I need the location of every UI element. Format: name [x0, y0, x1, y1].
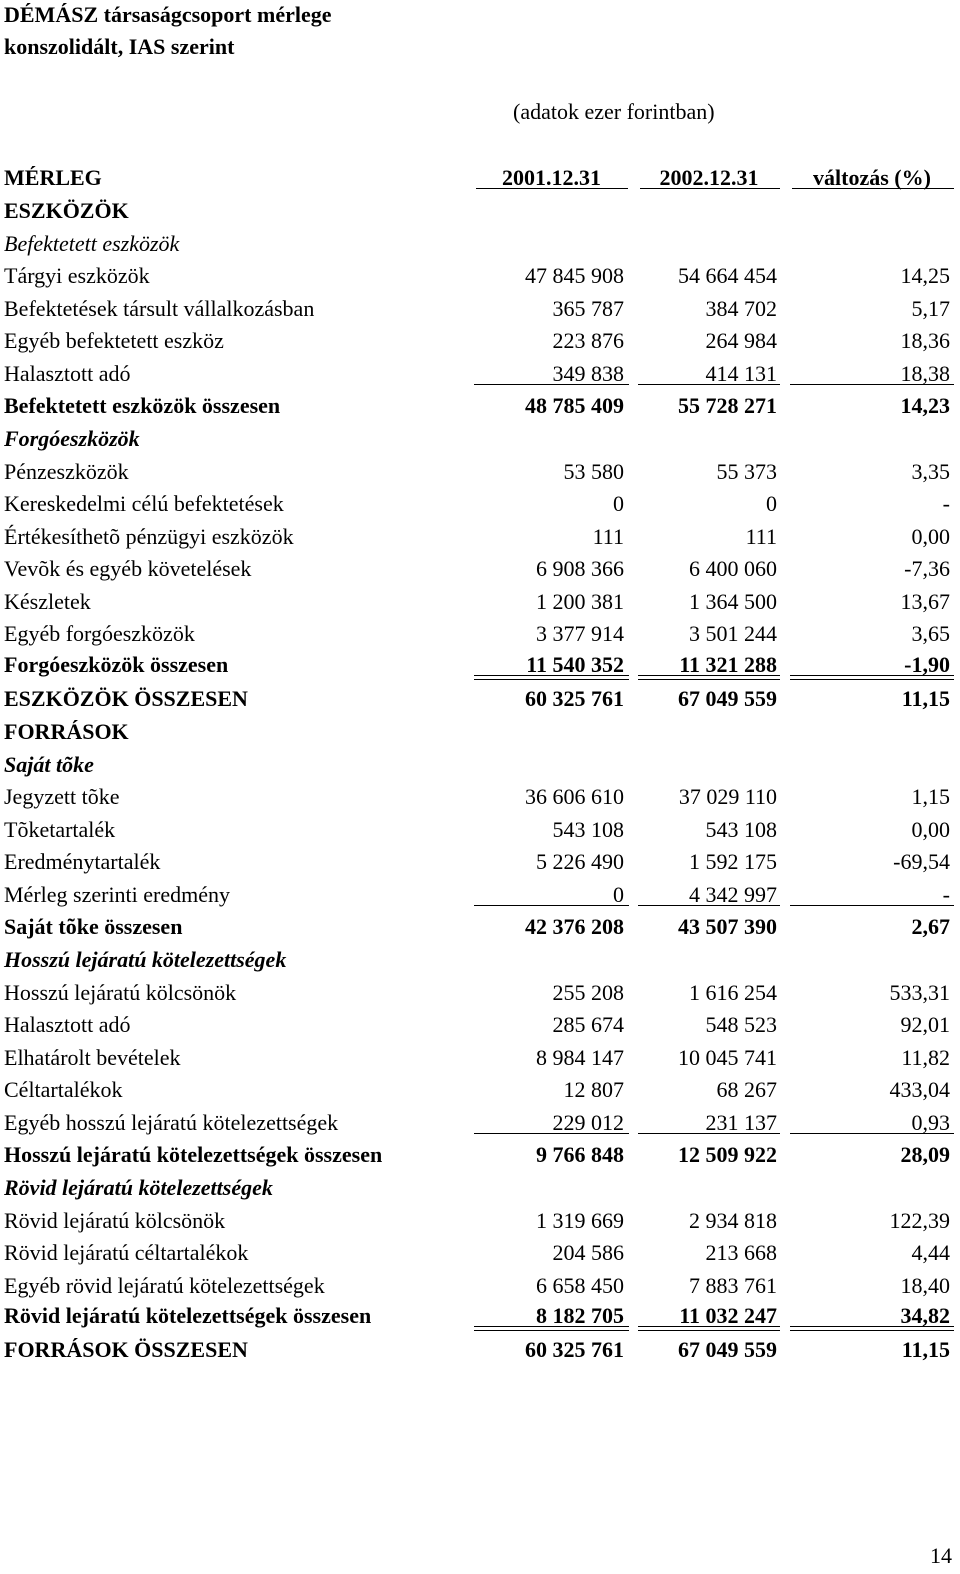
- value-change: 92,01: [900, 1012, 950, 1037]
- total-double-underline-top: [474, 1326, 629, 1327]
- value-change: 0,00: [911, 524, 950, 549]
- value-change: -1,90: [904, 652, 950, 677]
- table-row: [0, 1075, 960, 1108]
- table-row: [0, 326, 960, 359]
- table-row: [0, 945, 960, 978]
- subtotal-underline: [638, 384, 780, 385]
- row-label: Hosszú lejáratú kötelezettségek összesen: [4, 1142, 383, 1167]
- row-label: Egyéb befektetett eszköz: [4, 328, 224, 353]
- value-change: 2,67: [911, 914, 950, 939]
- value-2001: 1 319 669: [536, 1208, 624, 1233]
- table-row: [0, 359, 960, 392]
- value-change: 3,35: [911, 459, 950, 484]
- value-2002: 543 108: [705, 817, 777, 842]
- total-double-underline-top: [790, 675, 954, 676]
- subtotal-underline: [790, 1133, 954, 1134]
- subtotal-underline: [790, 384, 954, 385]
- row-label: Rövid lejáratú kötelezettségek összesen: [4, 1303, 372, 1328]
- value-2002: 264 984: [705, 328, 777, 353]
- table-row: [0, 1010, 960, 1043]
- value-2002: 67 049 559: [678, 1337, 777, 1362]
- total-double-underline-bottom: [474, 1330, 629, 1331]
- row-label: Értékesíthetõ pénzügyi eszközök: [4, 524, 294, 549]
- row-label: Jegyzett tõke: [4, 784, 120, 809]
- row-label: Befektetések társult vállalkozásban: [4, 296, 315, 321]
- document-title-line-1: DÉMÁSZ társaságcsoport mérlege: [4, 2, 332, 27]
- row-label: Tõketartalék: [4, 817, 116, 842]
- value-2002: 67 049 559: [678, 686, 777, 711]
- value-2002: 37 029 110: [678, 784, 777, 809]
- row-label: Tárgyi eszközök: [4, 263, 150, 288]
- value-2002: 43 507 390: [678, 914, 777, 939]
- row-label: Halasztott adó: [4, 1012, 131, 1037]
- row-label: ESZKÖZÖK: [4, 198, 129, 223]
- table-row: [0, 489, 960, 522]
- value-2001: 12 807: [563, 1077, 624, 1102]
- table-row: [0, 1271, 960, 1304]
- row-label: Pénzeszközök: [4, 459, 129, 484]
- table-row: [0, 1238, 960, 1271]
- table-row: [0, 1206, 960, 1239]
- value-2001: 47 845 908: [525, 263, 624, 288]
- table-row: [0, 196, 960, 229]
- value-2001: 285 674: [552, 1012, 624, 1037]
- value-2002: 11 032 247: [679, 1303, 777, 1328]
- row-label: Befektetett eszközök: [4, 231, 180, 256]
- header-underline-col2: [640, 188, 780, 189]
- value-2002: 213 668: [705, 1240, 777, 1265]
- value-change: -: [942, 882, 950, 907]
- value-change: 433,04: [889, 1077, 950, 1102]
- value-2002: 1 592 175: [689, 849, 777, 874]
- subtotal-underline: [790, 905, 954, 906]
- table-row: [0, 522, 960, 555]
- value-2002: 11 321 288: [679, 652, 777, 677]
- total-double-underline-bottom: [638, 679, 780, 680]
- header-underline-col3: [792, 188, 954, 189]
- header-col-2002: 2002.12.31: [659, 165, 759, 190]
- table-row: [0, 880, 960, 913]
- value-2002: 6 400 060: [689, 556, 777, 581]
- row-label: Egyéb hosszú lejáratú kötelezettségek: [4, 1110, 339, 1135]
- value-2002: 2 934 818: [689, 1208, 777, 1233]
- table-row: [0, 261, 960, 294]
- value-2001: 11 540 352: [526, 652, 624, 677]
- value-2001: 349 838: [552, 361, 624, 386]
- document-title-line-2: konszolidált, IAS szerint: [4, 34, 235, 59]
- page-number: 14: [930, 1543, 952, 1568]
- value-change: 18,36: [900, 328, 950, 353]
- total-double-underline-top: [638, 1326, 780, 1327]
- value-2001: 53 580: [563, 459, 624, 484]
- value-change: 0,00: [911, 817, 950, 842]
- value-change: 18,38: [900, 361, 950, 386]
- table-row: [0, 912, 960, 945]
- table-row: [0, 1335, 960, 1368]
- value-change: 0,93: [911, 1110, 950, 1135]
- value-change: 5,17: [911, 296, 950, 321]
- row-label: Elhatárolt bevételek: [4, 1045, 181, 1070]
- header-col-change: változás (%): [813, 165, 931, 190]
- value-2002: 0: [766, 491, 777, 516]
- header-col-2001: 2001.12.31: [502, 165, 601, 190]
- row-label: Mérleg szerinti eredmény: [4, 882, 231, 907]
- value-2002: 54 664 454: [678, 263, 777, 288]
- row-label: Egyéb rövid lejáratú kötelezettségek: [4, 1273, 325, 1298]
- value-2002: 548 523: [705, 1012, 777, 1037]
- row-label: Saját tõke összesen: [4, 914, 183, 939]
- value-change: 28,09: [900, 1142, 950, 1167]
- header-underline-col1: [476, 188, 628, 189]
- total-double-underline-top: [474, 675, 629, 676]
- value-2001: 204 586: [552, 1240, 624, 1265]
- row-label: Befektetett eszközök összesen: [4, 393, 281, 418]
- value-2001: 60 325 761: [525, 686, 624, 711]
- value-2002: 10 045 741: [678, 1045, 777, 1070]
- table-row: [0, 847, 960, 880]
- table-row: [0, 554, 960, 587]
- value-2002: 414 131: [705, 361, 777, 386]
- value-change: 533,31: [889, 980, 950, 1005]
- subtotal-underline: [474, 1133, 629, 1134]
- value-2001: 1 200 381: [536, 589, 624, 614]
- value-2001: 0: [613, 882, 624, 907]
- table-row: [0, 229, 960, 262]
- value-2001: 6 908 366: [536, 556, 624, 581]
- value-2001: 5 226 490: [536, 849, 624, 874]
- row-label: Saját tõke: [4, 752, 94, 777]
- table-row: [0, 782, 960, 815]
- value-2001: 8 984 147: [536, 1045, 624, 1070]
- total-double-underline-bottom: [638, 1330, 780, 1331]
- table-row: [0, 619, 960, 652]
- value-2001: 255 208: [552, 980, 624, 1005]
- value-2002: 12 509 922: [678, 1142, 777, 1167]
- row-label: Egyéb forgóeszközök: [4, 621, 195, 646]
- value-2001: 543 108: [552, 817, 624, 842]
- value-2001: 223 876: [552, 328, 624, 353]
- total-double-underline-top: [790, 1326, 954, 1327]
- total-double-underline-bottom: [790, 679, 954, 680]
- value-change: 1,15: [911, 784, 950, 809]
- value-2001: 8 182 705: [536, 1303, 624, 1328]
- row-label: FORRÁSOK: [4, 719, 129, 744]
- row-label: Rövid lejáratú céltartalékok: [4, 1240, 249, 1265]
- subtotal-underline: [474, 384, 629, 385]
- subtotal-underline: [474, 905, 629, 906]
- value-2001: 365 787: [552, 296, 624, 321]
- value-change: 122,39: [889, 1208, 950, 1233]
- table-row: [0, 391, 960, 424]
- value-change: 11,15: [901, 686, 950, 711]
- value-2001: 42 376 208: [525, 914, 624, 939]
- value-2002: 68 267: [716, 1077, 777, 1102]
- value-change: 11,82: [901, 1045, 950, 1070]
- value-change: 34,82: [900, 1303, 950, 1328]
- table-row: [0, 717, 960, 750]
- value-2002: 55 728 271: [678, 393, 777, 418]
- value-2001: 0: [613, 491, 624, 516]
- value-2002: 7 883 761: [689, 1273, 777, 1298]
- table-row: [0, 424, 960, 457]
- table-row: [0, 1043, 960, 1076]
- value-change: 14,25: [900, 263, 950, 288]
- value-change: 18,40: [900, 1273, 950, 1298]
- row-label: Kereskedelmi célú befektetések: [4, 491, 284, 516]
- value-2002: 55 373: [716, 459, 777, 484]
- value-2002: 384 702: [705, 296, 777, 321]
- row-label: Rövid lejáratú kölcsönök: [4, 1208, 226, 1233]
- value-2001: 36 606 610: [525, 784, 624, 809]
- row-label: Hosszú lejáratú kötelezettségek: [4, 947, 287, 972]
- table-row: [0, 1108, 960, 1141]
- value-2001: 3 377 914: [536, 621, 624, 646]
- row-label: Forgóeszközök összesen: [4, 652, 229, 677]
- row-label: FORRÁSOK ÖSSZESEN: [4, 1337, 248, 1362]
- value-change: 13,67: [900, 589, 950, 614]
- header-label: MÉRLEG: [4, 165, 102, 190]
- value-2002: 231 137: [705, 1110, 777, 1135]
- value-2001: 48 785 409: [525, 393, 624, 418]
- value-2002: 1 616 254: [689, 980, 777, 1005]
- value-2002: 111: [745, 524, 777, 549]
- row-label: Rövid lejáratú kötelezettségek: [4, 1175, 273, 1200]
- row-label: Eredménytartalék: [4, 849, 161, 874]
- row-label: Készletek: [4, 589, 91, 614]
- table-header-row: [0, 163, 960, 196]
- row-label: Vevõk és egyéb követelések: [4, 556, 252, 581]
- units-note: (adatok ezer forintban): [513, 99, 715, 124]
- row-label: ESZKÖZÖK ÖSSZESEN: [4, 686, 248, 711]
- table-row: [0, 1173, 960, 1206]
- value-2002: 1 364 500: [689, 589, 777, 614]
- table-row: [0, 587, 960, 620]
- table-row: [0, 294, 960, 327]
- subtotal-underline: [638, 905, 780, 906]
- row-label: Forgóeszközök: [4, 426, 140, 451]
- table-row: [0, 750, 960, 783]
- value-change: 11,15: [901, 1337, 950, 1362]
- total-double-underline-bottom: [790, 1330, 954, 1331]
- value-change: 3,65: [911, 621, 950, 646]
- row-label: Halasztott adó: [4, 361, 131, 386]
- value-change: 4,44: [911, 1240, 950, 1265]
- value-2001: 6 658 450: [536, 1273, 624, 1298]
- table-row: [0, 815, 960, 848]
- table-row: [0, 684, 960, 717]
- row-label: Hosszú lejáratú kölcsönök: [4, 980, 237, 1005]
- value-2001: 9 766 848: [536, 1142, 624, 1167]
- value-2002: 4 342 997: [689, 882, 777, 907]
- row-label: Céltartalékok: [4, 1077, 123, 1102]
- value-change: -: [942, 491, 950, 516]
- total-double-underline-bottom: [474, 679, 629, 680]
- table-row: [0, 978, 960, 1011]
- table-row: [0, 1140, 960, 1173]
- value-2001: 111: [592, 524, 624, 549]
- table-row: [0, 457, 960, 490]
- total-double-underline-top: [638, 675, 780, 676]
- value-2001: 229 012: [552, 1110, 624, 1135]
- subtotal-underline: [638, 1133, 780, 1134]
- value-change: -69,54: [893, 849, 950, 874]
- value-change: 14,23: [900, 393, 950, 418]
- value-2001: 60 325 761: [525, 1337, 624, 1362]
- value-change: -7,36: [904, 556, 950, 581]
- value-2002: 3 501 244: [689, 621, 777, 646]
